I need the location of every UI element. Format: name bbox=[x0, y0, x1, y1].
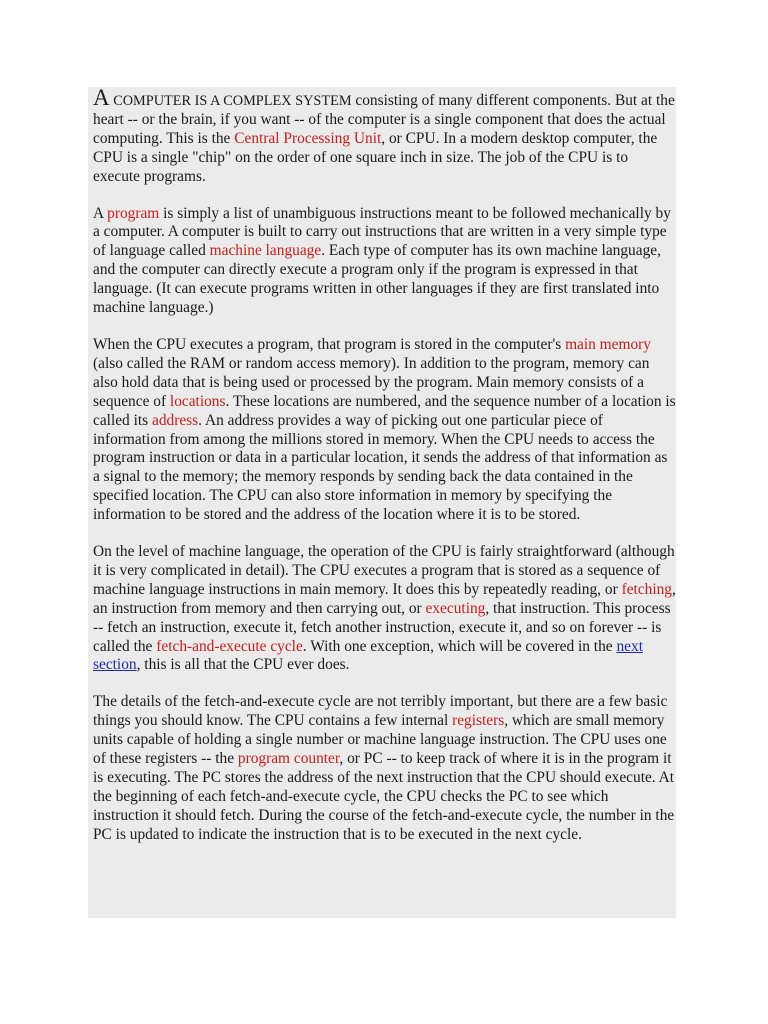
text: , which are small memory units capable of holding a single number or machine language instruction. The CPU uses one of these registers -- the bbox=[93, 712, 667, 768]
text: , that instruction. This process -- fetch an instruction, execute it, fetch another instruction, execute it, and so on forever -- is called the bbox=[93, 599, 671, 655]
text: When the CPU executes a program, that program is stored in the computer's bbox=[93, 335, 566, 353]
text: On the level of machine language, the operation of the CPU is fairly straightforward (although it is very complicated in detail). The CPU executes a program that is stored as a sequence of machine language instructions in main memory. It does this by repeatedly reading, or bbox=[93, 543, 675, 598]
term-locations: locations bbox=[169, 392, 226, 410]
text: , or PC -- to keep track of where it is in the program it is executing. The PC stores the address of the next instruction that the CPU should execute. At the beginning of each fetch-and-execute cycle, the CPU checks the PC to see which instruction it should fetch. During the course of the fetch-and-execute cycle, the number in the PC is updated to indicate the instruction that is to be executed in the next cycle. bbox=[93, 750, 675, 843]
text: is simply a list of unambiguous instructions meant to be followed mechanically by a computer. A computer is built to carry out instructions that are written in a very simple type of language called bbox=[93, 204, 671, 260]
drop-cap: A bbox=[93, 85, 110, 110]
term-fetching: fetching bbox=[621, 580, 672, 598]
text: . These locations are numbered, and the sequence number of a location is called its bbox=[93, 392, 676, 429]
term-address: address bbox=[151, 411, 199, 429]
paragraph-2 bbox=[93, 205, 677, 318]
text: . With one exception, which will be covered in the bbox=[302, 637, 617, 655]
term-registers: registers bbox=[452, 712, 505, 730]
text: , or CPU. In a modern desktop computer, the CPU is a single "chip" on the order of one square inch in size. The job of the CPU is to execute programs. bbox=[93, 129, 658, 185]
text: The details of the fetch-and-execute cycle are not terribly important, but there are a few basic things you should know. The CPU contains a few internal bbox=[93, 693, 668, 730]
paragraph-5 bbox=[93, 693, 677, 844]
paragraph-3 bbox=[93, 336, 677, 525]
text: , this is all that the CPU ever does. bbox=[136, 656, 350, 674]
term-main-memory: main memory bbox=[565, 335, 651, 353]
term-cpu: Central Processing Unit bbox=[234, 129, 382, 147]
lead-in-text: COMPUTER IS A COMPLEX SYSTEM bbox=[109, 93, 352, 109]
term-machine-language: machine language bbox=[209, 242, 322, 260]
text: . An address provides a way of picking out one particular piece of information from among the millions stored in memory. When the CPU needs to access the program instruction or data in a particular location, it sends the address of that information as a signal to the memory; the memory responds by sending back the data contained in the specified location. The CPU can also store information in memory by specifying the information to be stored and the address of the location where it is to be stored. bbox=[93, 411, 668, 524]
text: . Each type of computer has its own machine language, and the computer can directly execute a program only if the program is expressed in that language. (It can execute programs written in other languages if they are first translated into machine language.) bbox=[93, 242, 661, 317]
term-executing: executing bbox=[425, 599, 486, 617]
text: (also called the RAM or random access memory). In addition to the program, memory can also hold data that is being used or processed by the program. Main memory consists of a sequence of bbox=[93, 354, 650, 410]
paragraph-4 bbox=[93, 543, 677, 675]
paragraph-1 bbox=[93, 85, 677, 187]
term-program: program bbox=[107, 204, 160, 222]
text: A bbox=[93, 204, 108, 222]
text: , an instruction from memory and then carrying out, or bbox=[93, 580, 676, 617]
next-section-link[interactable]: next section bbox=[93, 637, 643, 674]
document-text bbox=[93, 85, 677, 863]
term-program-counter: program counter bbox=[237, 750, 340, 768]
term-fetch-and-execute-cycle: fetch-and-execute cycle bbox=[156, 637, 303, 655]
text: consisting of many different components. But at the heart -- or the brain, if you want -- of the computer is a single component that does the actual computing. This is the bbox=[93, 92, 675, 147]
